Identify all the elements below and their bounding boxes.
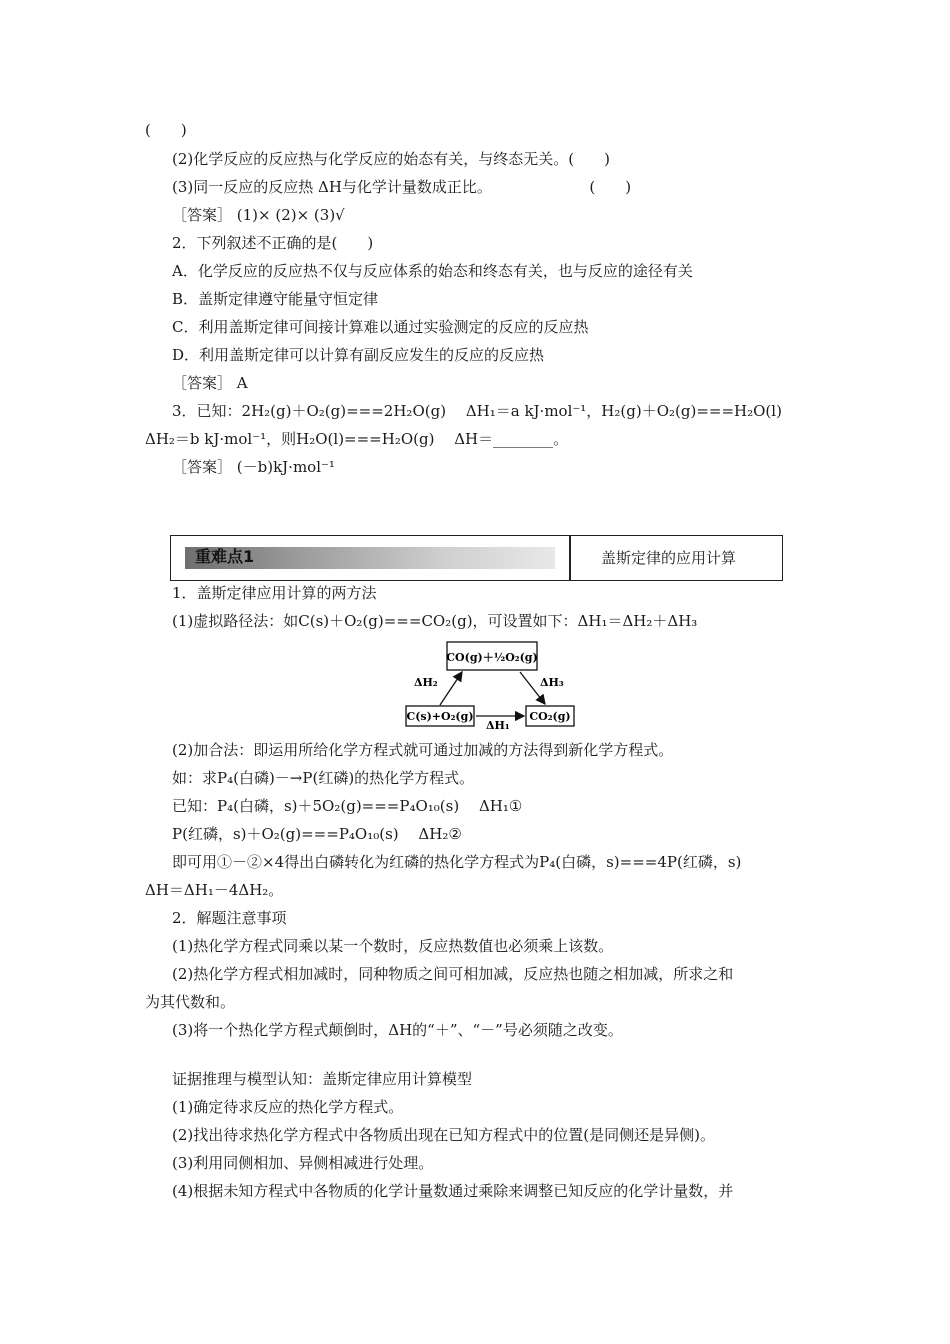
text-line: (2)热化学方程式相加减时，同种物质之间可相加减，反应热也随之相加减，所求之和 [172,965,734,983]
top-box-label: CO(g)＋½O₂(g) [446,651,538,664]
header-tag: 重难点1 [195,547,255,566]
right-box-label: CO₂(g) [529,710,571,723]
text-line: 1．盖斯定律应用计算的两方法 [172,584,377,602]
answer-line: ［答案］ A [172,374,248,392]
text-line: 证据推理与模型认知：盖斯定律应用计算模型 [172,1070,473,1088]
text-line: P(红磷，s)＋O₂(g)===P₄O₁₀(s) ΔH₂② [172,825,462,843]
option-c: C．利用盖斯定律可间接计算难以通过实验测定的反应的反应热 [172,318,589,336]
text-line: (2)化学反应的反应热与化学反应的始态有关，与终态无关。( ) [172,150,610,168]
text-line: (1)虚拟路径法：如C(s)＋O₂(g)===CO₂(g)，可设置如下：ΔH₁＝ΔH₂＋ΔH₃ [172,612,698,630]
section-header [170,535,783,581]
text-line: ( ) [145,121,187,139]
left-box-label: C(s)+O₂(g) [406,710,474,723]
text-line: 即可用①－②×4得出白磷转化为红磷的热化学方程式为P₄(白磷，s)===4P(红磷，s) [172,853,742,871]
text-line: (2)找出待求热化学方程式中各物质出现在已知方程式中的位置(是同侧还是异侧)。 [172,1126,715,1144]
label-right: ΔH₃ [540,676,564,689]
text-line: 如：求P₄(白磷)－→P(红磷)的热化学方程式。 [172,769,475,787]
text-line: 已知：P₄(白磷，s)＋5O₂(g)===P₄O₁₀(s) ΔH₁① [172,797,523,815]
text-line: (3)将一个热化学方程式颠倒时，ΔH的“＋”、“－”号必须随之改变。 [172,1021,623,1039]
answer-line: ［答案］ (1)× (2)× (3)√ [172,206,345,224]
text-line: (1)确定待求反应的热化学方程式。 [172,1098,404,1116]
question-line: ΔH₂＝b kJ·mol⁻¹，则H₂O(l)===H₂O(g) ΔH＝________。 [145,430,569,448]
text-line: 2．解题注意事项 [172,909,287,927]
option-d: D．利用盖斯定律可以计算有副反应发生的反应的反应热 [172,346,545,364]
option-b: B．盖斯定律遵守能量守恒定律 [172,290,379,308]
label-left: ΔH₂ [414,676,438,689]
question-line: 3．已知：2H₂(g)＋O₂(g)===2H₂O(g) ΔH₁＝a kJ·mol⁻¹，H₂(g)＋O₂(g)===H₂O(l) [172,402,782,420]
text-line: (2)加合法：即运用所给化学方程式就可通过加减的方法得到新化学方程式。 [172,741,674,759]
text-line: (4)根据未知方程式中各物质的化学计量数通过乘除来调整已知反应的化学计量数，并 [172,1182,734,1200]
answer-line: ［答案］ (－b)kJ·mol⁻¹ [172,458,335,476]
text-line: ΔH＝ΔH₁－4ΔH₂。 [145,881,284,899]
option-a: A．化学反应的反应热不仅与反应体系的始态和终态有关，也与反应的途径有关 [172,262,693,280]
hess-path-diagram [400,638,580,730]
question-line: 2．下列叙述不正确的是( ) [172,234,374,252]
text-line: (3)利用同侧相加、异侧相减进行处理。 [172,1154,434,1172]
header-title: 盖斯定律的应用计算 [601,549,737,567]
text-line: (1)热化学方程式同乘以某一个数时，反应热数值也必须乘上该数。 [172,937,614,955]
text-line: 为其代数和。 [145,993,236,1011]
arrow-left [440,672,462,705]
header-divider [569,536,571,580]
text-line: (3)同一反应的反应热 ΔH与化学计量数成正比。 ( ) [172,178,632,196]
label-bottom: ΔH₁ [486,719,510,730]
